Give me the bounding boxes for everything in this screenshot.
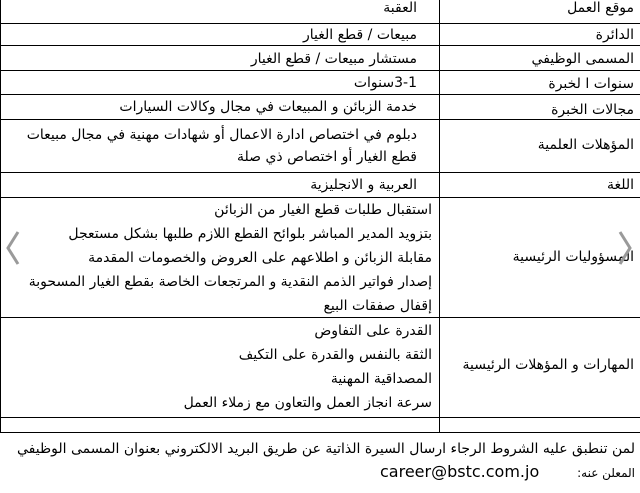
responsibilities-row <box>0 197 640 317</box>
skills-list <box>184 319 432 415</box>
table-row <box>0 119 640 172</box>
table-row <box>0 94 640 119</box>
footer-email[interactable]: career@bstc.com.jo <box>380 462 540 481</box>
footer-instructions: لمن تنطبق عليه الشروط الرجاء ارسال السيرة الذاتية عن طريق البريد الالكتروني بعنوان المسمى الوظيفي <box>16 441 635 457</box>
list-item: استقبال طلبات قطع الغيار من الزبائن <box>214 202 432 218</box>
row-label: المسمى الوظيفي <box>531 51 634 67</box>
list-item: سرعة انجاز العمل والتعاون مع زملاء العمل <box>183 395 432 411</box>
row-label: المؤهلات العلمية <box>537 137 634 153</box>
list-item: مقابلة الزبائن و اطلاعهم على العروض والخصومات المقدمة <box>88 250 432 266</box>
row-value: مبيعات / قطع الغيار <box>302 27 417 43</box>
row-value: مستشار مبيعات / قطع الغيار <box>250 51 417 67</box>
list-item: إصدار فواتير الذمم النقدية و المرتجعات الخاصة بقطع الغيار المسحوبة <box>28 274 432 290</box>
table-row <box>0 0 640 23</box>
table-row <box>0 23 640 45</box>
row-value: 3-1سنوات <box>353 75 417 91</box>
row-value: خدمة الزبائن و المبيعات في مجال وكالات السيارات <box>119 99 417 115</box>
row-value: العقبة <box>383 0 417 16</box>
footer-announced-label: المعلن عنه: <box>577 466 635 480</box>
list-item: بتزويد المدير المباشر بلوائح القطع اللازم طلبها بشكل مستعجل <box>68 226 432 242</box>
table-row <box>0 45 640 70</box>
list-item: إقفال صفقات البيع <box>323 298 432 314</box>
row-label: اللغة <box>606 177 634 193</box>
list-item: المصداقية المهنية <box>330 371 432 387</box>
row-value: دبلوم في اختصاص ادارة الاعمال أو شهادات مهنية في مجال مبيعات قطع الغيار أو اختصاص ذي صلة <box>26 127 417 165</box>
chevron-left-icon[interactable] <box>6 228 20 268</box>
list-item: القدرة على التفاوض <box>314 323 432 339</box>
chevron-right-icon[interactable] <box>618 228 632 268</box>
row-value: العربية و الانجليزية <box>310 177 417 193</box>
skills-label: المهارات و المؤهلات الرئيسية <box>462 357 634 373</box>
responsibilities-list <box>29 198 432 318</box>
row-label: الدائرة <box>595 27 634 43</box>
list-item: الثقة بالنفس والقدرة على التكيف <box>238 347 432 363</box>
row-label: مجالات الخبرة <box>551 102 634 118</box>
table-row <box>0 70 640 94</box>
table-row <box>0 172 640 197</box>
row-label: موقع العمل <box>567 0 634 16</box>
row-label: سنوات ا لخبرة <box>548 76 634 92</box>
table-row-empty <box>0 417 640 433</box>
skills-row <box>0 317 640 417</box>
responsibilities-label: المسؤوليات الرئيسية <box>512 249 634 265</box>
